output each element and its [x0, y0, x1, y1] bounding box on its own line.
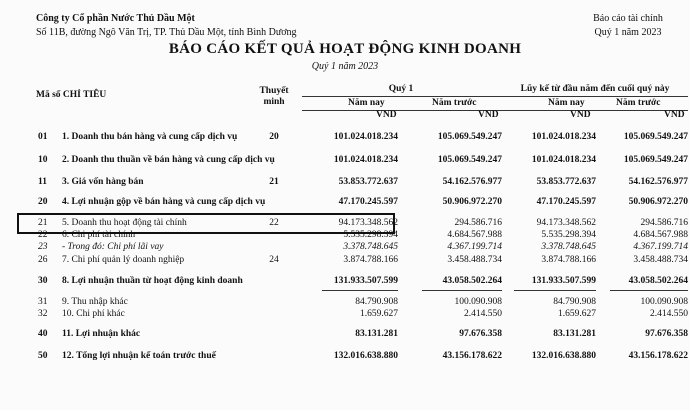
total-underline — [322, 290, 398, 291]
company-header — [36, 12, 297, 40]
table-row: 11 3. Giá vốn hàng bán 21 53.853.772.637 54.162.576.977 53.853.772.637 54.162.576.977 — [38, 177, 688, 187]
col-ytd-last-year: Năm trước — [616, 98, 661, 108]
divider — [302, 96, 502, 97]
company-address: Số 11B, đường Ngô Văn Trị, TP. Thủ Dầu Một, tỉnh Bình Dương — [36, 27, 297, 38]
col-code-and-item: Mã số CHỈ TIÊU — [36, 90, 107, 100]
unit-ytd-this-year: VND — [570, 110, 591, 120]
divider — [302, 110, 502, 111]
table-row: 30 8. Lợi nhuận thuần từ hoạt động kinh doanh 131.933.507.599 43.058.502.264 131.933.507.599 43.058.502.264 — [38, 276, 688, 286]
table-row: 50 12. Tổng lợi nhuận kế toán trước thuế 132.016.638.880 43.156.178.622 132.016.638.880 43.156.178.622 — [38, 351, 688, 361]
total-underline — [610, 290, 688, 291]
report-header-right — [588, 12, 668, 40]
total-underline — [514, 290, 596, 291]
report-type: Báo cáo tài chính — [593, 13, 663, 24]
unit-q1-last-year: VND — [478, 110, 499, 120]
table-row: 01 1. Doanh thu bán hàng và cung cấp dịch vụ 20 101.024.018.234 105.069.549.247 101.024.018.234 105.069.549.247 — [38, 132, 688, 142]
col-group-q1: Quý 1 — [388, 84, 414, 94]
col-q1-this-year: Năm nay — [348, 98, 385, 108]
report-period: Quý 1 năm 2023 — [594, 27, 662, 38]
table-row: 40 11. Lợi nhuận khác 83.131.281 97.676.358 83.131.281 97.676.358 — [38, 329, 688, 339]
unit-ytd-last-year: VND — [664, 110, 685, 120]
table-row: 23 - Trong đó: Chi phí lãi vay 3.378.748.645 4.367.199.714 3.378.748.645 4.367.199.714 — [38, 242, 688, 252]
report-title: BÁO CÁO KẾT QUẢ HOẠT ĐỘNG KINH DOANH — [168, 41, 522, 57]
divider — [502, 110, 688, 111]
table-row: 10 2. Doanh thu thuần về bán hàng và cung cấp dịch vụ 101.024.018.234 105.069.549.247 101.024.018.234 105.069.549.247 — [38, 155, 688, 165]
table-row: 31 9. Thu nhập khác 84.790.908 100.090.908 84.790.908 100.090.908 — [38, 297, 688, 307]
col-q1-last-year: Năm trước — [432, 98, 477, 108]
table-row: 22 6. Chi phí tài chính 5.535.298.394 4.684.567.988 5.535.298.394 4.684.567.988 — [38, 230, 688, 240]
col-group-ytd: Lũy kế từ đầu năm đến cuối quý này — [520, 84, 670, 94]
highlight-box — [17, 213, 395, 234]
table-row: 32 10. Chi phí khác 1.659.627 2.414.550 1.659.627 2.414.550 — [38, 309, 688, 319]
table-row: 26 7. Chi phí quản lý doanh nghiệp 24 3.874.788.166 3.458.488.734 3.874.788.166 3.458.488.734 — [38, 255, 688, 265]
divider — [502, 96, 688, 97]
col-note: Thuyết minh — [259, 86, 289, 107]
table-row: 21 5. Doanh thu hoạt động tài chính 22 94.173.348.562 294.586.716 94.173.348.562 294.586.716 — [38, 218, 688, 228]
report-subtitle: Quý 1 năm 2023 — [311, 61, 379, 72]
total-underline — [422, 290, 502, 291]
unit-q1-this-year: VND — [376, 110, 397, 120]
table-row: 20 4. Lợi nhuận gộp về bán hàng và cung cấp dịch vụ 47.170.245.597 50.906.972.270 47.170.245.597 50.906.972.270 — [38, 197, 688, 207]
col-ytd-this-year: Năm nay — [548, 98, 585, 108]
company-name: Công ty Cổ phần Nước Thủ Dầu Một — [36, 13, 195, 24]
